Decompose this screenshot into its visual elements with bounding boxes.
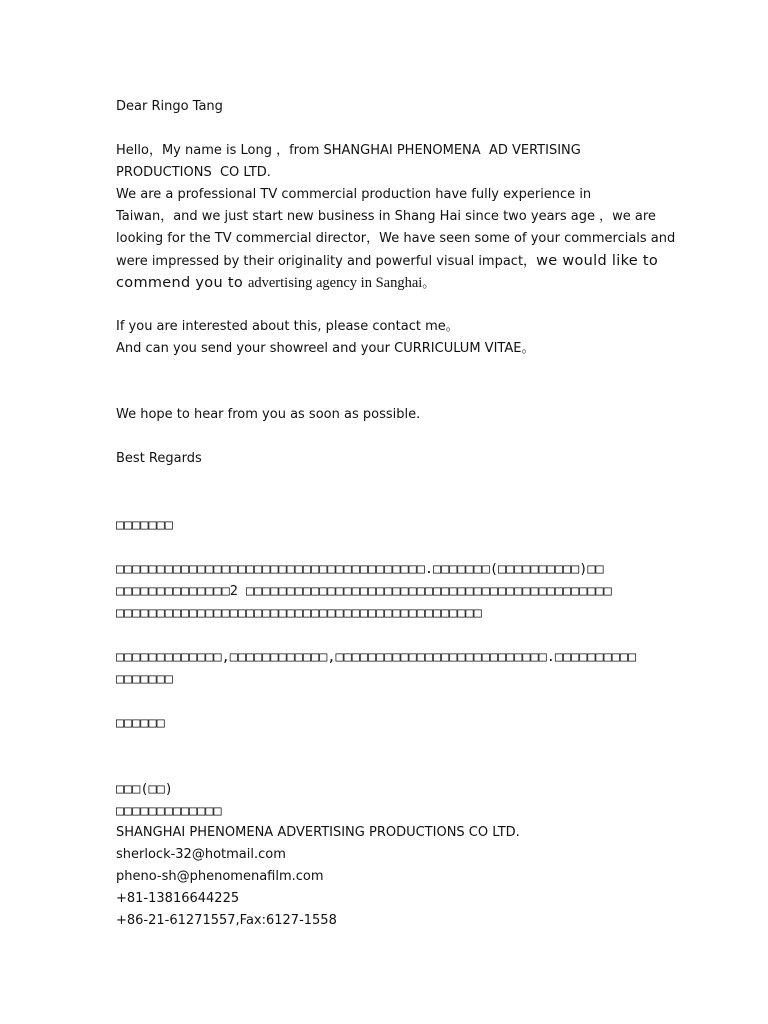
body-line-5-text: commend you to [116,275,248,291]
cn-para2-line-2: □□□□□□□ [116,671,173,687]
spacer [116,624,656,646]
cn-para1-line-1: □□□□□□□□□□□□□□□□□□□□□□□□□□□□□□□□□□□□□□.□□□□□□□(□□□□□□□□□□)□□ [116,561,604,577]
body-line-5 [116,272,656,294]
spacer [116,360,656,404]
interest-line-2: And can you send your showreel and your CURRICULUM VITAE。 [116,341,535,356]
body-line-5-punct: 。 [422,276,436,291]
signature-phone-1: +81-13816644225 [116,891,240,906]
hope-line: We hope to hear from you as soon as possible. [116,407,421,422]
signature-company-cn: □□□□□□□□□□□□□ [116,803,222,819]
intro-line-1: Hello，My name is Long ，from SHANGHAI PHENOMENA AD VERTISING [116,143,581,158]
spacer [116,536,656,558]
closing-cn: □□□□□□ [116,715,165,731]
body-line-2: Taiwan，and we just start new business in Shang Hai since two years age ，we are [116,209,656,224]
spacer [116,118,656,140]
intro-line-2: PRODUCTIONS CO LTD. [116,165,271,180]
spacer [116,470,656,492]
signature-company-en: SHANGHAI PHENOMENA ADVERTISING PRODUCTIONS CO LTD. [116,825,520,840]
signature-name: □□□(□□) [116,781,173,797]
interest-line-1: If you are interested about this, please contact me。 [116,319,459,334]
salutation-cn: □□□□□□□ [116,517,173,533]
signature-phone-2: +86-21-61271557,Fax:6127-1558 [116,913,337,928]
salutation-en: Dear Ringo Tang [116,99,223,114]
signature-email-2: pheno-sh@phenomenafilm.com [116,869,324,884]
spacer [116,294,656,316]
closing-en: Best Regards [116,451,202,466]
signature-email-1: sherlock-32@hotmail.com [116,847,286,862]
body-line-4-emphasis: we would like to [536,253,659,269]
body-line-3: looking for the TV commercial director，We have seen some of your commercials and [116,231,676,246]
spacer [116,734,656,778]
body-line-1: We are a professional TV commercial production have fully experience in [116,187,592,202]
spacer [116,690,656,712]
body-line-4 [116,250,659,272]
body-line-4-text: were impressed by their originality and powerful visual impact， [116,254,537,269]
cn-para1-line-3: □□□□□□□□□□□□□□□□□□□□□□□□□□□□□□□□□□□□□□□□□□□□□ [116,605,482,621]
cn-para2-line-1: □□□□□□□□□□□□□,□□□□□□□□□□□□,□□□□□□□□□□□□□□□□□□□□□□□□□□.□□□□□□□□□□ [116,649,637,665]
cn-para1-line-2: □□□□□□□□□□□□□□2 □□□□□□□□□□□□□□□□□□□□□□□□□□□□□□□□□□□□□□□□□□□□□ [116,583,612,599]
letter-document [116,96,676,932]
spacer [116,426,656,448]
body-line-5-agency: advertising agency in Sanghai [247,275,423,291]
spacer [116,492,656,514]
